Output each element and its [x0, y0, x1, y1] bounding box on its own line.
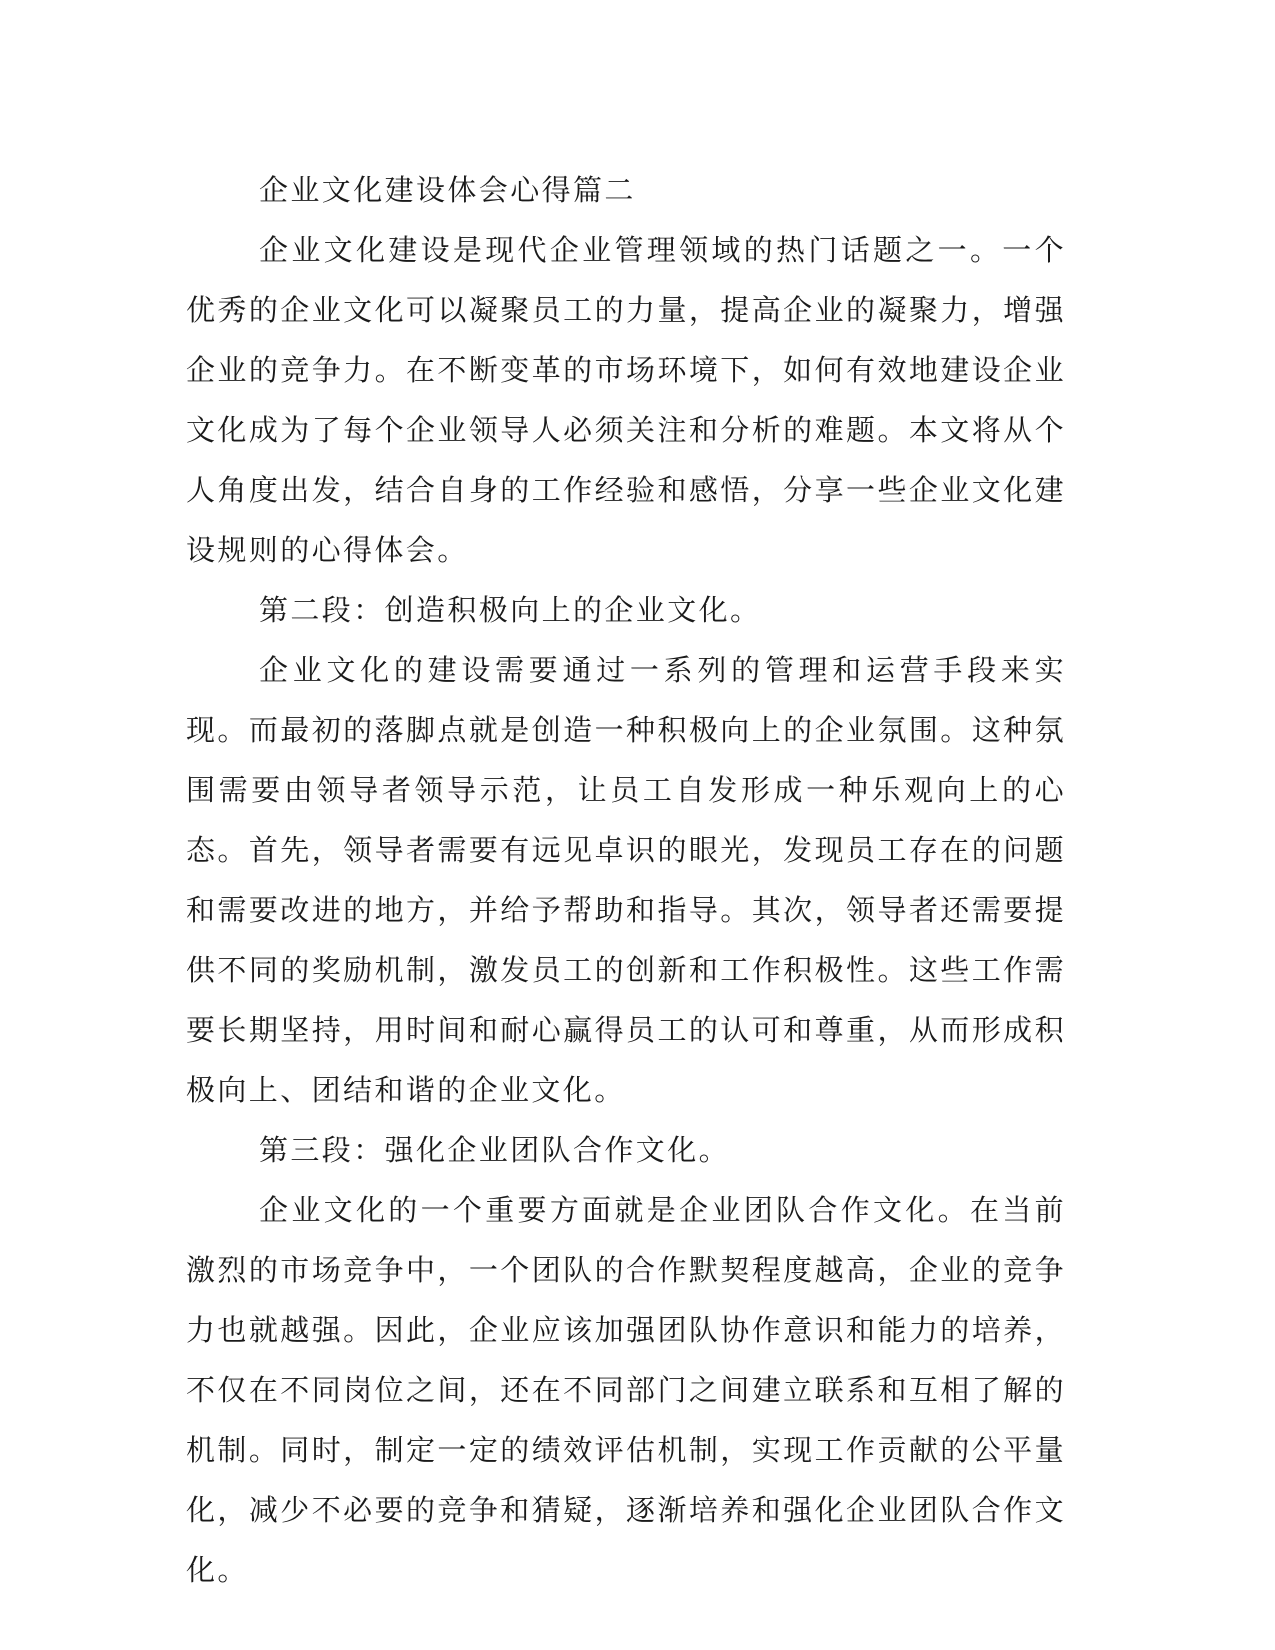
section-heading-2: 第二段：创造积极向上的企业文化。 — [259, 593, 762, 627]
paragraph-teamwork-culture: 企业文化的一个重要方面就是企业团队合作文化。在当前激烈的市场竞争中，一个团队的合作默契程度越高，企业的竞争力也就越强。因此，企业应该加强团队协作意识和能力的培养，不仅在不同岗位之间，还在不同部门之间建立联系和互相了解的机制。同时，制定一定的绩效评估机制，实现工作贡献的公平量化，减少不必要的竞争和猜疑，逐渐培养和强化企业团队合作文化。 — [186, 1193, 1066, 1587]
paragraph-positive-culture: 企业文化的建设需要通过一系列的管理和运营手段来实现。而最初的落脚点就是创造一种积极向上的企业氛围。这种氛围需要由领导者领导示范，让员工自发形成一种乐观向上的心态。首先，领导者需要有远见卓识的眼光，发现员工存在的问题和需要改进的地方，并给予帮助和指导。其次，领导者还需要提供不同的奖励机制，激发员工的创新和工作积极性。这些工作需要长期坚持，用时间和耐心赢得员工的认可和尊重，从而形成积极向上、团结和谐的企业文化。 — [186, 653, 1066, 1107]
section-heading-3: 第三段：强化企业团队合作文化。 — [259, 1133, 731, 1167]
document-body — [186, 160, 1066, 1600]
document-title: 企业文化建设体会心得篇二 — [259, 173, 636, 207]
paragraph-intro: 企业文化建设是现代企业管理领域的热门话题之一。一个优秀的企业文化可以凝聚员工的力量，提高企业的凝聚力，增强企业的竞争力。在不断变革的市场环境下，如何有效地建设企业文化成为了每个企业领导人必须关注和分析的难题。本文将从个人角度出发，结合自身的工作经验和感悟，分享一些企业文化建设规则的心得体会。 — [186, 233, 1066, 567]
